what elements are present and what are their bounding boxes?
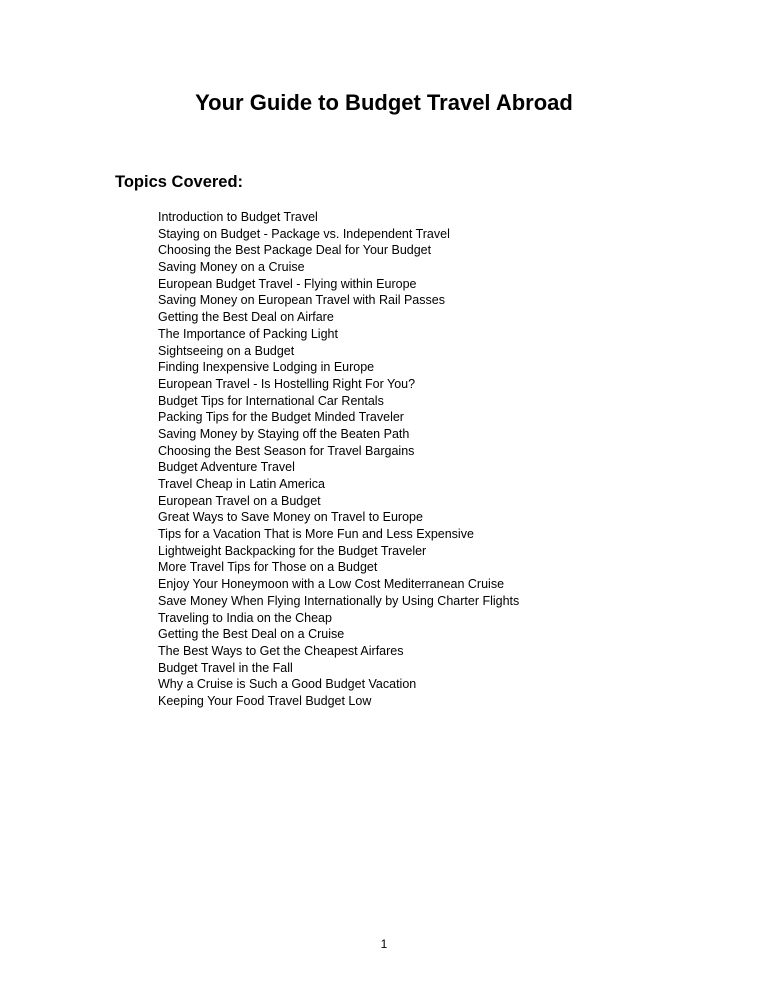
topic-item: Choosing the Best Package Deal for Your Budget	[158, 243, 432, 258]
topic-item: Why a Cruise is Such a Good Budget Vacation	[158, 677, 417, 692]
topic-item: European Travel on a Budget	[158, 493, 321, 508]
topic-item: Travel Cheap in Latin America	[158, 477, 325, 491]
topic-item: Saving Money on European Travel with Rail Passes	[158, 293, 445, 308]
topic-item: Save Money When Flying Internationally by Using Charter Flights	[158, 593, 520, 608]
topic-item: More Travel Tips for Those on a Budget	[158, 560, 378, 575]
topic-item: Lightweight Backpacking for the Budget Traveler	[158, 543, 427, 558]
topic-item: Choosing the Best Season for Travel Bargains	[158, 443, 415, 458]
topic-item: Packing Tips for the Budget Minded Traveler	[158, 410, 404, 425]
topic-item: The Importance of Packing Light	[158, 326, 338, 341]
topic-item: Traveling to India on the Cheap	[158, 610, 332, 625]
section-heading: Topics Covered:	[115, 173, 244, 191]
topic-item: Enjoy Your Honeymoon with a Low Cost Mediterranean Cruise	[158, 577, 505, 592]
topic-item: Great Ways to Save Money on Travel to Europe	[158, 510, 423, 525]
topic-item: Getting the Best Deal on Airfare	[158, 310, 334, 325]
page-number: 1	[380, 937, 388, 951]
topic-item: European Budget Travel - Flying within Europe	[158, 276, 417, 291]
topic-item: Keeping Your Food Travel Budget Low	[158, 693, 372, 708]
topic-item: Sightseeing on a Budget	[158, 343, 295, 358]
topic-item: European Travel - Is Hostelling Right For You?	[158, 376, 416, 391]
topic-item: Staying on Budget - Package vs. Independent Travel	[158, 226, 450, 241]
topic-item: Getting the Best Deal on a Cruise	[158, 627, 345, 642]
topic-item: Budget Adventure Travel	[158, 460, 295, 475]
topic-item: Saving Money on a Cruise	[158, 260, 305, 275]
topic-item: Budget Travel in the Fall	[158, 660, 293, 675]
page-title: Your Guide to Budget Travel Abroad	[195, 90, 573, 115]
topics-list	[158, 209, 519, 710]
topic-item: Saving Money by Staying off the Beaten Path	[158, 426, 410, 441]
topic-item: Budget Tips for International Car Rentals	[158, 393, 384, 408]
topic-item: Finding Inexpensive Lodging in Europe	[158, 360, 375, 375]
topic-item: Introduction to Budget Travel	[158, 210, 318, 224]
topic-item: The Best Ways to Get the Cheapest Airfares	[158, 643, 404, 658]
topic-item: Tips for a Vacation That is More Fun and Less Expensive	[158, 527, 474, 542]
